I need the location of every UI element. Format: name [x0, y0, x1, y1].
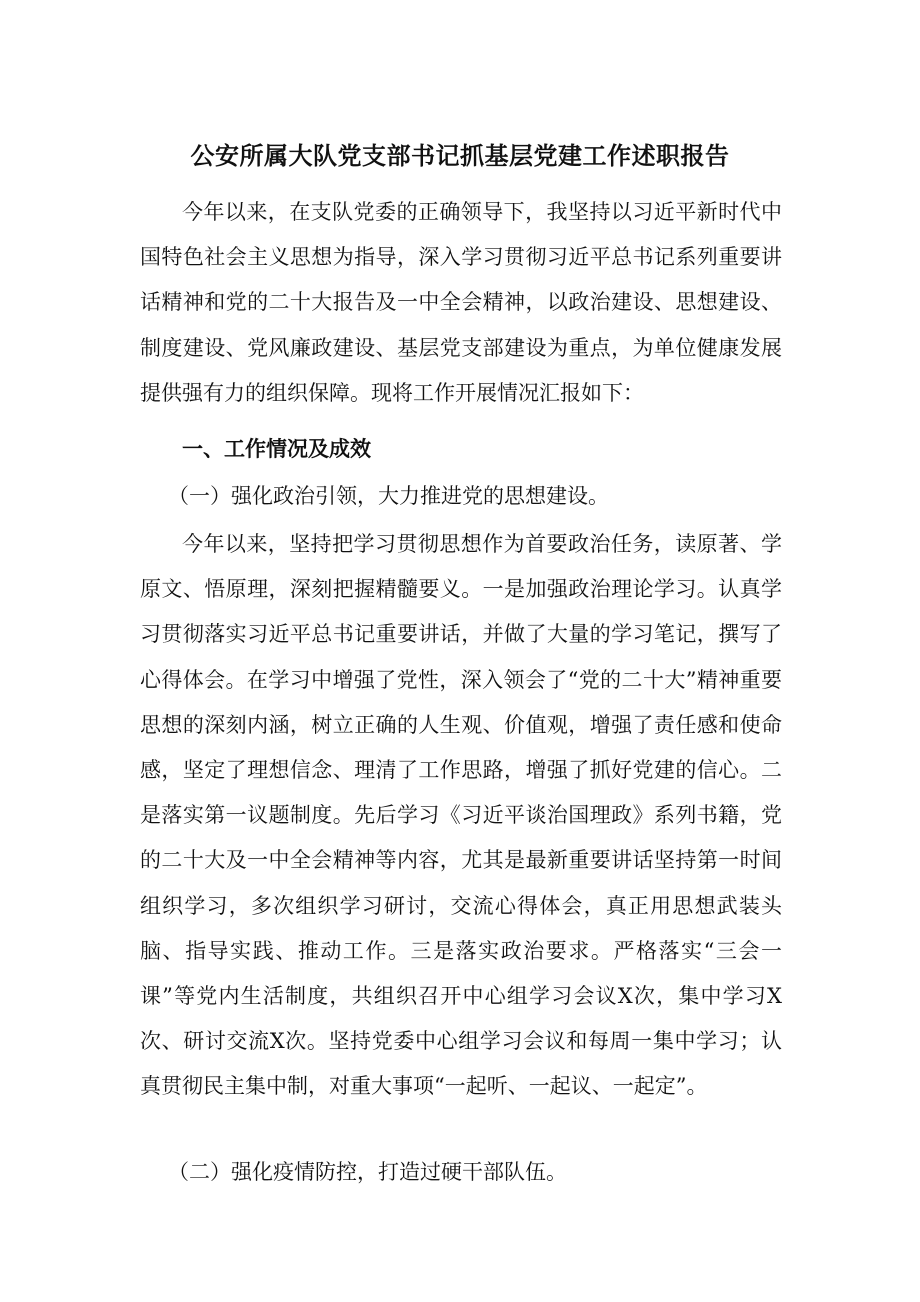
document-title: 公安所属大队党支部书记抓基层党建工作述职报告 [190, 142, 730, 170]
subsection-heading-1: （一）强化政治引领，大力推进党的思想建设。 [168, 484, 609, 508]
subsection-body-1: 今年以来，坚持把学习贯彻思想作为首要政治任务，读原著、学原文、悟原理，深刻把握精髓要义。一是加强政治理论学习。认真学习贯彻落实习近平总书记重要讲话，并做了大量的学习笔记，撰写了心得体会。在学习中增强了党性，深入领会了“党的二十大”精神重要思想的深刻内涵，树立正确的人生观、价值观，增强了责任感和使命感，坚定了理想信念、理清了工作思路，增强了抓好党建的信心。二是落实第一议题制度。先后学习《习近平谈治国理政》系列书籍，党的二十大及一中全会精神等内容，尤其是最新重要讲话坚持第一时间组织学习，多次组织学习研讨，交流心得体会，真正用思想武装头脑、指导实践、推动工作。三是落实政治要求。严格落实“三会一课”等党内生活制度，共组织召开中心组学习会议X次，集中学习X次、研讨交流X次。坚持党委中心组学习会议和每周一集中学习；认真贯彻民主集中制，对重大事项“一起听、一起议、一起定”。 [140, 532, 782, 1099]
section-heading-1: 一、工作情况及成效 [182, 437, 371, 461]
subsection-heading-2: （二）强化疫情防控，打造过硬干部队伍。 [168, 1160, 567, 1184]
intro-paragraph: 今年以来，在支队党委的正确领导下，我坚持以习近平新时代中国特色社会主义思想为指导，深入学习贯彻习近平总书记系列重要讲话精神和党的二十大报告及一中全会精神，以政治建设、思想建设、制度建设、党风廉政建设、基层党支部建设为重点，为单位健康发展提供强有力的组织保障。现将工作开展情况汇报如下： [140, 200, 782, 405]
